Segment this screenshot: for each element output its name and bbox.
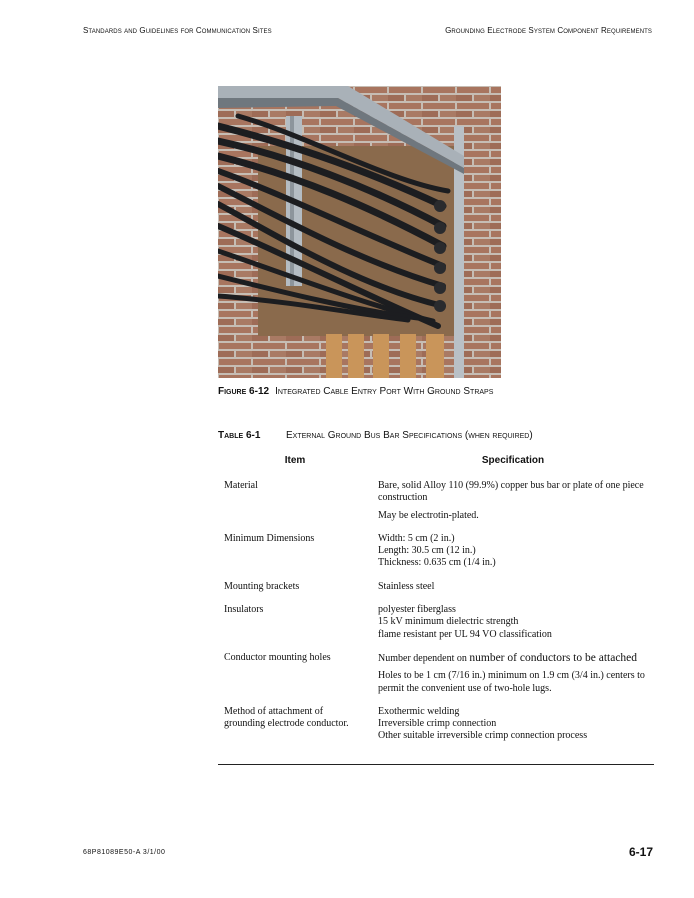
spec-cell [372, 581, 654, 593]
document-id: 68P81089E50-A 3/1/00 [83, 849, 166, 856]
item-text: grounding electrode conductor. [224, 718, 349, 730]
spec-cell [372, 533, 654, 570]
spec-text: May be electrotin-plated. [378, 509, 479, 521]
spec-text: Stainless steel [378, 580, 435, 592]
spec-text: Other suitable irreversible crimp connection process [378, 730, 588, 742]
spec-text: Exothermic welding [378, 705, 460, 717]
running-header-right: Grounding Electrode System Component Requirements [445, 26, 652, 35]
spec-text: Irreversible crimp connection [378, 718, 497, 730]
item-cell: Material [224, 480, 258, 491]
figure-number: Figure 6-12 [218, 386, 270, 397]
column-header-spec: Specification [481, 454, 545, 466]
table-row [218, 604, 654, 641]
table-title: External Ground Bus Bar Specifications (when required) [286, 430, 533, 441]
spec-text: Bare, solid Alloy 110 (99.9%) copper bus bar or plate of one piece construction [378, 480, 644, 504]
spec-cell [372, 706, 654, 743]
running-header-left: Standards and Guidelines for Communication Sites [83, 26, 272, 35]
spec-text: 15 kV minimum dielectric strength [378, 616, 519, 628]
table-number: Table 6-1 [218, 430, 261, 441]
table-row [218, 533, 654, 570]
spec-text: Length: 30.5 cm (12 in.) [378, 545, 476, 557]
figure-caption [218, 386, 493, 397]
item-text: Method of attachment of [224, 705, 324, 717]
spec-text-part: number of conductors to be attached [469, 651, 638, 664]
page-number: 6-17 [628, 845, 653, 859]
item-cell: Minimum Dimensions [224, 532, 315, 544]
spec-text: Thickness: 0.635 cm (1/4 in.) [378, 557, 496, 569]
table-caption [218, 430, 533, 441]
item-cell [218, 706, 372, 743]
table-bottom-rule [218, 764, 654, 765]
spec-cell [372, 480, 654, 522]
table-row [218, 652, 654, 695]
spec-text: Holes to be 1 cm (7/16 in.) minimum on 1.9 cm (3/4 in.) centers to permit the convenient use of two-hole lugs. [378, 670, 645, 694]
table-row [218, 480, 654, 522]
item-cell: Insulators [224, 604, 264, 616]
figure-title: Integrated Cable Entry Port With Ground Straps [275, 386, 494, 397]
table-row [218, 706, 654, 743]
cable-entry-port-photo [218, 86, 501, 378]
spec-text: polyester fiberglass [378, 604, 456, 616]
item-cell: Conductor mounting holes [224, 651, 331, 663]
item-cell: Mounting brackets [224, 580, 300, 592]
spec-text-part: Number dependent on [378, 652, 470, 664]
spec-text: flame resistant per UL 94 VO classification [378, 628, 552, 640]
spec-cell [372, 652, 654, 695]
column-header-item: Item [284, 454, 306, 466]
spec-text [378, 652, 654, 665]
table-row [218, 581, 654, 593]
spec-cell [372, 604, 654, 641]
table-header-row [218, 450, 654, 470]
spec-table [218, 450, 654, 743]
spec-text: Width: 5 cm (2 in.) [378, 532, 455, 544]
